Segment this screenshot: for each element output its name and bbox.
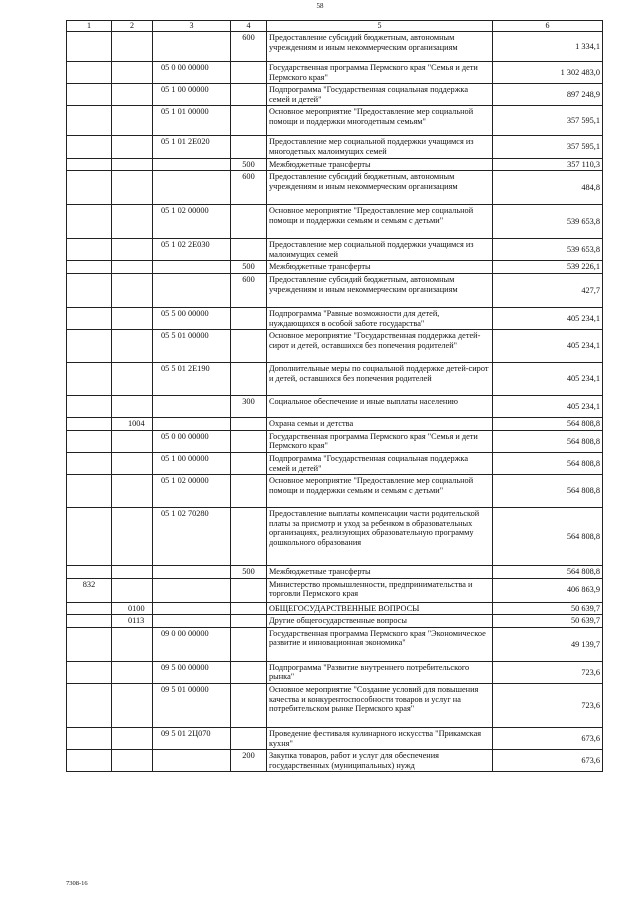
header-row xyxy=(67,21,603,32)
code-section-cell xyxy=(112,307,153,329)
code-section-cell xyxy=(112,261,153,274)
description-cell: Закупка товаров, работ и услуг для обеспечения государственных (муниципальных) нужд xyxy=(267,750,493,772)
code-section-cell xyxy=(112,32,153,62)
amount-cell: 357 110,3 xyxy=(493,158,603,171)
code-target-cell: 09 0 00 00000 xyxy=(153,627,231,661)
description-cell: Другие общегосударственные вопросы xyxy=(267,615,493,628)
code-ministry-cell xyxy=(67,418,112,431)
table-row xyxy=(67,602,603,615)
code-expense-type-cell xyxy=(231,330,267,363)
code-section-cell xyxy=(112,396,153,418)
amount-cell: 564 808,8 xyxy=(493,475,603,508)
header-cell: 1 xyxy=(67,21,112,32)
code-target-cell xyxy=(153,158,231,171)
header-cell: 6 xyxy=(493,21,603,32)
code-ministry-cell xyxy=(67,158,112,171)
code-expense-type-cell: 300 xyxy=(231,396,267,418)
description-cell: Подпрограмма "Государственная социальная поддержка семей и детей" xyxy=(267,84,493,106)
code-target-cell xyxy=(153,418,231,431)
code-expense-type-cell: 600 xyxy=(231,273,267,307)
table-row xyxy=(67,158,603,171)
header-cell: 2 xyxy=(112,21,153,32)
table-row xyxy=(67,62,603,84)
code-target-cell xyxy=(153,578,231,602)
table-row xyxy=(67,452,603,474)
code-ministry-cell xyxy=(67,627,112,661)
code-expense-type-cell xyxy=(231,84,267,106)
code-ministry-cell xyxy=(67,396,112,418)
amount-cell: 405 234,1 xyxy=(493,330,603,363)
code-expense-type-cell xyxy=(231,578,267,602)
amount-cell: 357 595,1 xyxy=(493,106,603,136)
code-expense-type-cell xyxy=(231,307,267,329)
code-ministry-cell xyxy=(67,62,112,84)
amount-cell: 49 139,7 xyxy=(493,627,603,661)
code-expense-type-cell xyxy=(231,239,267,261)
code-expense-type-cell xyxy=(231,363,267,396)
table-row xyxy=(67,273,603,307)
table-row xyxy=(67,566,603,579)
amount-cell: 673,6 xyxy=(493,728,603,750)
header-cell: 5 xyxy=(267,21,493,32)
code-expense-type-cell xyxy=(231,602,267,615)
code-section-cell xyxy=(112,566,153,579)
description-cell: Государственная программа Пермского края "Семья и дети Пермского края" xyxy=(267,62,493,84)
amount-cell: 406 863,9 xyxy=(493,578,603,602)
amount-cell: 539 653,8 xyxy=(493,205,603,239)
amount-cell: 1 302 483,0 xyxy=(493,62,603,84)
description-cell: Социальное обеспечение и иные выплаты населению xyxy=(267,396,493,418)
code-expense-type-cell xyxy=(231,684,267,728)
table-row xyxy=(67,171,603,205)
header-cell: 4 xyxy=(231,21,267,32)
code-ministry-cell xyxy=(67,84,112,106)
code-ministry-cell xyxy=(67,728,112,750)
code-section-cell xyxy=(112,62,153,84)
description-cell: Подпрограмма "Развитие внутреннего потребительского рынка" xyxy=(267,661,493,683)
code-ministry-cell xyxy=(67,205,112,239)
amount-cell: 50 639,7 xyxy=(493,602,603,615)
code-ministry-cell xyxy=(67,261,112,274)
code-expense-type-cell: 600 xyxy=(231,32,267,62)
code-expense-type-cell xyxy=(231,728,267,750)
table-row xyxy=(67,684,603,728)
code-section-cell xyxy=(112,684,153,728)
code-ministry-cell xyxy=(67,452,112,474)
table-row xyxy=(67,307,603,329)
code-target-cell xyxy=(153,273,231,307)
amount-cell: 484,8 xyxy=(493,171,603,205)
code-section-cell xyxy=(112,330,153,363)
description-cell: Основное мероприятие "Предоставление мер социальной помощи и поддержки семьям и семьям с детьми" xyxy=(267,475,493,508)
code-ministry-cell xyxy=(67,239,112,261)
code-section-cell xyxy=(112,239,153,261)
code-expense-type-cell xyxy=(231,508,267,566)
code-expense-type-cell: 600 xyxy=(231,171,267,205)
code-target-cell: 05 1 01 2Е020 xyxy=(153,136,231,158)
code-expense-type-cell: 500 xyxy=(231,566,267,579)
code-ministry-cell xyxy=(67,363,112,396)
amount-cell: 673,6 xyxy=(493,750,603,772)
code-ministry-cell xyxy=(67,32,112,62)
code-target-cell: 09 5 01 00000 xyxy=(153,684,231,728)
amount-cell: 427,7 xyxy=(493,273,603,307)
description-cell: Межбюджетные трансферты xyxy=(267,261,493,274)
amount-cell: 539 226,1 xyxy=(493,261,603,274)
amount-cell: 564 808,8 xyxy=(493,566,603,579)
code-ministry-cell xyxy=(67,330,112,363)
code-target-cell: 05 1 02 00000 xyxy=(153,205,231,239)
code-expense-type-cell xyxy=(231,452,267,474)
table-row xyxy=(67,261,603,274)
code-target-cell xyxy=(153,171,231,205)
table-row xyxy=(67,205,603,239)
code-ministry-cell xyxy=(67,684,112,728)
code-section-cell xyxy=(112,205,153,239)
budget-table xyxy=(66,20,603,772)
code-ministry-cell xyxy=(67,430,112,452)
code-section-cell xyxy=(112,728,153,750)
code-target-cell: 05 5 01 2Е190 xyxy=(153,363,231,396)
description-cell: Предоставление субсидий бюджетным, автономным учреждениям и иным некоммерческим организациям xyxy=(267,171,493,205)
code-ministry-cell xyxy=(67,615,112,628)
code-ministry-cell xyxy=(67,508,112,566)
description-cell: Государственная программа Пермского края "Семья и дети Пермского края" xyxy=(267,430,493,452)
table-row xyxy=(67,430,603,452)
code-expense-type-cell xyxy=(231,627,267,661)
code-target-cell: 05 0 00 00000 xyxy=(153,62,231,84)
code-section-cell xyxy=(112,158,153,171)
code-section-cell xyxy=(112,627,153,661)
table-row xyxy=(67,396,603,418)
page-number: 58 xyxy=(316,2,324,10)
code-expense-type-cell xyxy=(231,205,267,239)
code-section-cell xyxy=(112,661,153,683)
table-row xyxy=(67,106,603,136)
code-target-cell: 05 1 01 00000 xyxy=(153,106,231,136)
table-row xyxy=(67,508,603,566)
amount-cell: 564 808,8 xyxy=(493,430,603,452)
description-cell: Предоставление субсидий бюджетным, автономным учреждениям и иным некоммерческим организациям xyxy=(267,273,493,307)
description-cell: Основное мероприятие "Предоставление мер социальной помощи и поддержки семьям и семьям с детьми" xyxy=(267,205,493,239)
code-target-cell: 05 1 00 00000 xyxy=(153,452,231,474)
table-row xyxy=(67,239,603,261)
table-row xyxy=(67,728,603,750)
description-cell: Охрана семьи и детства xyxy=(267,418,493,431)
description-cell: ОБЩЕГОСУДАРСТВЕННЫЕ ВОПРОСЫ xyxy=(267,602,493,615)
amount-cell: 405 234,1 xyxy=(493,307,603,329)
code-expense-type-cell: 500 xyxy=(231,158,267,171)
amount-cell: 723,6 xyxy=(493,661,603,683)
code-ministry-cell xyxy=(67,307,112,329)
code-ministry-cell xyxy=(67,136,112,158)
code-target-cell xyxy=(153,602,231,615)
code-ministry-cell xyxy=(67,566,112,579)
code-section-cell xyxy=(112,750,153,772)
code-target-cell xyxy=(153,615,231,628)
code-ministry-cell xyxy=(67,661,112,683)
description-cell: Предоставление мер социальной поддержки учащимся из малоимущих семей xyxy=(267,239,493,261)
code-section-cell: 0113 xyxy=(112,615,153,628)
description-cell: Основное мероприятие "Государственная поддержка детей-сирот и детей, оставшихся без попечения родителей" xyxy=(267,330,493,363)
code-expense-type-cell xyxy=(231,661,267,683)
code-section-cell xyxy=(112,136,153,158)
code-target-cell: 05 1 02 00000 xyxy=(153,475,231,508)
code-expense-type-cell xyxy=(231,475,267,508)
code-target-cell xyxy=(153,396,231,418)
code-section-cell xyxy=(112,475,153,508)
description-cell: Проведение фестиваля кулинарного искусства "Прикамская кухня" xyxy=(267,728,493,750)
table-row xyxy=(67,475,603,508)
code-target-cell: 05 1 00 00000 xyxy=(153,84,231,106)
code-expense-type-cell xyxy=(231,615,267,628)
description-cell: Государственная программа Пермского края "Экономическое развитие и инновационная экономика" xyxy=(267,627,493,661)
code-target-cell xyxy=(153,566,231,579)
description-cell: Предоставление субсидий бюджетным, автономным учреждениям и иным некоммерческим организациям xyxy=(267,32,493,62)
code-target-cell: 09 5 00 00000 xyxy=(153,661,231,683)
table-row xyxy=(67,418,603,431)
amount-cell: 357 595,1 xyxy=(493,136,603,158)
code-target-cell xyxy=(153,261,231,274)
code-section-cell xyxy=(112,430,153,452)
code-target-cell: 09 5 01 2Ц070 xyxy=(153,728,231,750)
code-ministry-cell xyxy=(67,273,112,307)
code-ministry-cell xyxy=(67,602,112,615)
description-cell: Подпрограмма "Равные возможности для детей, нуждающихся в особой заботе государства" xyxy=(267,307,493,329)
description-cell: Предоставление выплаты компенсации части родительской платы за присмотр и уход за ребенком в образовательных организациях, реализующих образовательную программу дошкольного образования xyxy=(267,508,493,566)
description-cell: Основное мероприятие "Создание условий для повышения качества и конкурентоспособности товаров и услуг на потребительском рынке Пермского края" xyxy=(267,684,493,728)
code-section-cell xyxy=(112,84,153,106)
code-target-cell: 05 1 02 70280 xyxy=(153,508,231,566)
description-cell: Подпрограмма "Государственная социальная поддержка семей и детей" xyxy=(267,452,493,474)
code-section-cell xyxy=(112,171,153,205)
code-section-cell xyxy=(112,363,153,396)
code-section-cell xyxy=(112,106,153,136)
code-expense-type-cell xyxy=(231,62,267,84)
code-ministry-cell xyxy=(67,750,112,772)
amount-cell: 405 234,1 xyxy=(493,396,603,418)
document-code: 7308-16 xyxy=(66,880,88,887)
code-section-cell xyxy=(112,578,153,602)
table-row xyxy=(67,615,603,628)
code-target-cell xyxy=(153,750,231,772)
code-section-cell xyxy=(112,452,153,474)
amount-cell: 723,6 xyxy=(493,684,603,728)
code-section-cell: 0100 xyxy=(112,602,153,615)
table-row xyxy=(67,661,603,683)
amount-cell: 564 808,8 xyxy=(493,508,603,566)
description-cell: Межбюджетные трансферты xyxy=(267,566,493,579)
code-section-cell: 1004 xyxy=(112,418,153,431)
code-target-cell xyxy=(153,32,231,62)
code-ministry-cell xyxy=(67,171,112,205)
amount-cell: 897 248,9 xyxy=(493,84,603,106)
description-cell: Основное мероприятие "Предоставление мер социальной помощи и поддержки многодетным семьям" xyxy=(267,106,493,136)
code-target-cell: 05 0 00 00000 xyxy=(153,430,231,452)
table-row xyxy=(67,750,603,772)
code-section-cell xyxy=(112,273,153,307)
code-target-cell: 05 5 00 00000 xyxy=(153,307,231,329)
table-row xyxy=(67,136,603,158)
code-ministry-cell: 832 xyxy=(67,578,112,602)
table-row xyxy=(67,363,603,396)
table-row xyxy=(67,32,603,62)
code-expense-type-cell: 500 xyxy=(231,261,267,274)
code-ministry-cell xyxy=(67,475,112,508)
table-row xyxy=(67,330,603,363)
code-section-cell xyxy=(112,508,153,566)
description-cell: Предоставление мер социальной поддержки учащимся из многодетных малоимущих семей xyxy=(267,136,493,158)
amount-cell: 1 334,1 xyxy=(493,32,603,62)
code-expense-type-cell xyxy=(231,106,267,136)
code-expense-type-cell: 200 xyxy=(231,750,267,772)
code-target-cell: 05 1 02 2Е030 xyxy=(153,239,231,261)
description-cell: Дополнительные меры по социальной поддержке детей-сирот и детей, оставшихся без попечения родителей xyxy=(267,363,493,396)
amount-cell: 539 653,8 xyxy=(493,239,603,261)
header-cell: 3 xyxy=(153,21,231,32)
code-target-cell: 05 5 01 00000 xyxy=(153,330,231,363)
table-row xyxy=(67,627,603,661)
description-cell: Министерство промышленности, предпринимательства и торговли Пермского края xyxy=(267,578,493,602)
amount-cell: 564 808,8 xyxy=(493,418,603,431)
amount-cell: 564 808,8 xyxy=(493,452,603,474)
table-row xyxy=(67,578,603,602)
amount-cell: 405 234,1 xyxy=(493,363,603,396)
code-expense-type-cell xyxy=(231,430,267,452)
code-expense-type-cell xyxy=(231,418,267,431)
table-row xyxy=(67,84,603,106)
description-cell: Межбюджетные трансферты xyxy=(267,158,493,171)
amount-cell: 50 639,7 xyxy=(493,615,603,628)
code-expense-type-cell xyxy=(231,136,267,158)
code-ministry-cell xyxy=(67,106,112,136)
